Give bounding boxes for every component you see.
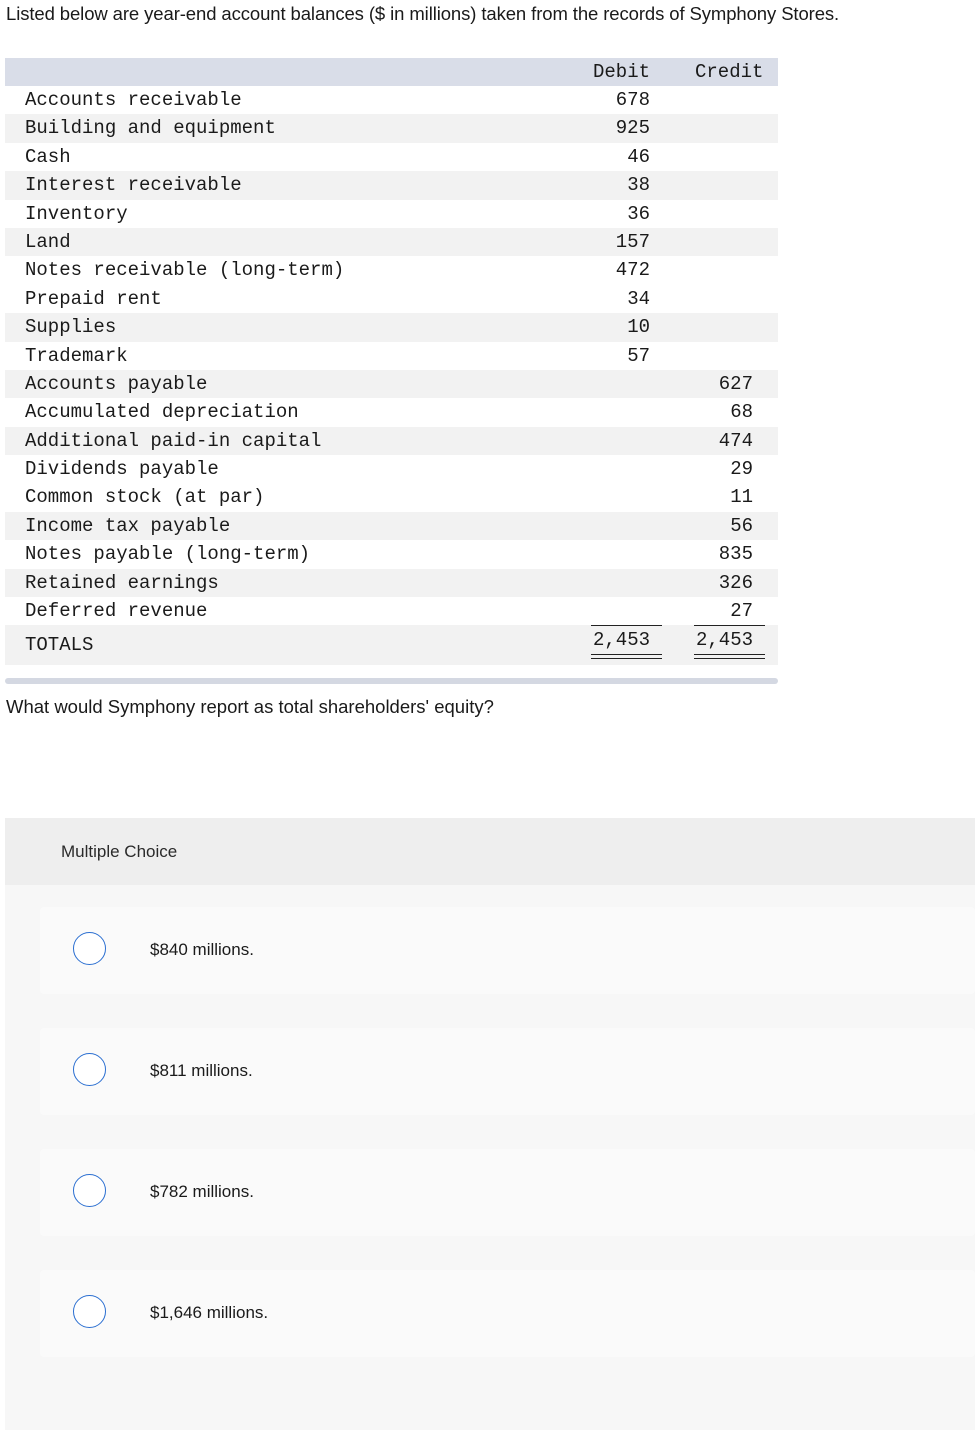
account-name: Cash [25,145,71,168]
table-row [5,171,778,199]
answer-option-label: $840 millions. [150,940,254,959]
debit-value: 36 [627,202,650,225]
credit-column-header: Credit [695,61,764,83]
debit-value: 46 [627,145,650,168]
account-name: Interest receivable [25,174,242,197]
table-row [5,569,778,597]
multiple-choice-header [5,818,975,885]
account-name: Notes receivable (long-term) [25,259,345,282]
answer-option-label: $782 millions. [150,1182,254,1201]
table-row [5,342,778,370]
table-row [5,540,778,568]
account-name: Land [25,230,71,253]
answer-option-1[interactable] [40,907,975,994]
table-row [5,256,778,284]
radio-button-icon[interactable] [73,1295,106,1328]
totals-label: TOTALS [25,634,94,657]
credit-value: 56 [730,514,753,537]
debit-value: 57 [627,344,650,367]
intro-text: Listed below are year-end account balances ($ in millions) taken from the records of Symphony Stores. [6,3,840,24]
account-name: Deferred revenue [25,600,208,623]
table-row [5,597,778,625]
account-name: Trademark [25,344,128,367]
account-name: Notes payable (long-term) [25,543,311,566]
table-row [5,86,778,114]
question-text: What would Symphony report as total shareholders' equity? [6,696,494,717]
answer-option-4[interactable] [40,1270,975,1357]
account-name: Retained earnings [25,571,219,594]
credit-total: 2,453 [696,628,753,654]
account-name: Supplies [25,316,117,339]
credit-value: 326 [718,571,753,594]
table-row [5,398,778,426]
debit-value: 157 [615,230,650,253]
radio-button-icon[interactable] [73,1174,106,1207]
table-header [5,58,778,86]
account-name: Building and equipment [25,117,276,140]
account-name: Accumulated depreciation [25,401,299,424]
totals-row [5,625,778,665]
credit-value: 29 [730,458,753,481]
radio-button-icon[interactable] [73,1053,106,1086]
table-row [5,313,778,341]
account-name: Income tax payable [25,514,231,537]
multiple-choice-title: Multiple Choice [61,842,178,861]
table-row [5,370,778,398]
answer-option-2[interactable] [40,1028,975,1115]
table-row [5,114,778,142]
account-name: Additional paid-in capital [25,429,322,452]
account-name: Dividends payable [25,458,219,481]
debit-value: 678 [615,89,650,111]
table-bottom-divider [5,678,778,684]
answer-option-label: $811 millions. [150,1061,253,1080]
credit-value: 474 [718,429,753,452]
multiple-choice-panel [5,818,975,1430]
table-row [5,200,778,228]
answer-option-label: $1,646 millions. [150,1303,269,1322]
account-name: Accounts payable [25,372,208,395]
table-row [5,143,778,171]
account-name: Prepaid rent [25,287,162,310]
account-balances-table [5,58,778,665]
table-row [5,228,778,256]
table-row [5,455,778,483]
credit-value: 11 [730,486,753,509]
answer-option-3[interactable] [40,1149,975,1236]
table-row [5,427,778,455]
table-row [5,285,778,313]
debit-value: 472 [615,259,650,282]
account-name: Common stock (at par) [25,486,265,509]
debit-value: 10 [627,316,650,339]
debit-value: 925 [615,117,650,140]
account-name: Inventory [25,202,128,225]
credit-value: 68 [730,401,753,424]
radio-button-icon[interactable] [73,932,106,965]
credit-value: 27 [730,600,753,623]
credit-value: 627 [718,372,753,395]
debit-value: 34 [627,287,650,310]
account-name: Accounts receivable [25,89,242,111]
debit-value: 38 [627,174,650,197]
debit-column-header: Debit [593,61,651,83]
debit-total: 2,453 [593,628,650,654]
credit-value: 835 [718,543,753,566]
table-row [5,512,778,540]
table-row [5,483,778,511]
